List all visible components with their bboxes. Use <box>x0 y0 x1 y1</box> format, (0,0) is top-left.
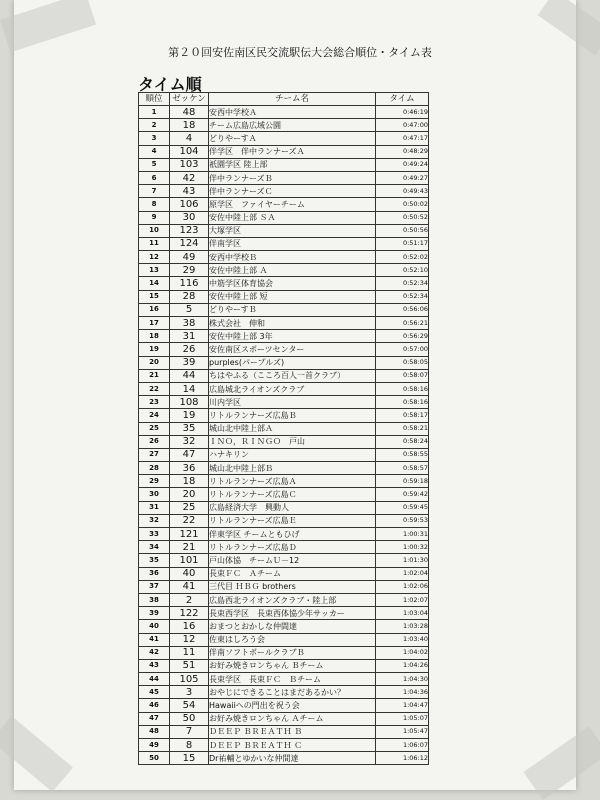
team-cell: 原学区 ファイヤーチーム <box>209 198 376 211</box>
team-cell: 城山北中陸上部Ｂ <box>209 462 376 475</box>
bib-cell: 12 <box>170 633 209 646</box>
rank-cell: 44 <box>139 673 170 686</box>
bib-cell: 35 <box>170 422 209 435</box>
time-cell: 0:48:29 <box>376 145 429 158</box>
rank-cell: 22 <box>139 382 170 395</box>
table-row <box>139 501 429 514</box>
rank-cell: 27 <box>139 448 170 461</box>
rank-cell: 42 <box>139 646 170 659</box>
team-cell: 広島西北ライオンズクラブ・陸上部 <box>209 593 376 606</box>
bib-cell: 30 <box>170 211 209 224</box>
team-cell: 広島経済大学 興動人 <box>209 501 376 514</box>
bib-cell: 103 <box>170 158 209 171</box>
table-row <box>139 224 429 237</box>
rank-cell: 13 <box>139 264 170 277</box>
table-row <box>139 488 429 501</box>
rank-cell: 19 <box>139 343 170 356</box>
time-cell: 0:47:17 <box>376 132 429 145</box>
time-cell: 0:58:55 <box>376 448 429 461</box>
rank-cell: 24 <box>139 409 170 422</box>
team-cell: 伴南ソフトボールクラブＢ <box>209 646 376 659</box>
time-cell: 0:50:56 <box>376 224 429 237</box>
table-row <box>139 607 429 620</box>
time-cell: 1:02:07 <box>376 593 429 606</box>
bib-cell: 116 <box>170 277 209 290</box>
team-cell: 長束西学区 長束西体協少年サッカー <box>209 607 376 620</box>
bib-cell: 106 <box>170 198 209 211</box>
rank-cell: 10 <box>139 224 170 237</box>
team-cell: 戸山体協 チームＵ－12 <box>209 554 376 567</box>
bib-cell: 44 <box>170 369 209 382</box>
table-row <box>139 132 429 145</box>
bib-cell: 42 <box>170 171 209 184</box>
table-row <box>139 264 429 277</box>
table-row <box>139 686 429 699</box>
bib-cell: 124 <box>170 237 209 250</box>
time-cell: 0:56:06 <box>376 303 429 316</box>
rank-cell: 47 <box>139 712 170 725</box>
time-cell: 1:03:40 <box>376 633 429 646</box>
rank-cell: 49 <box>139 739 170 752</box>
team-cell: 安西中学校Ｂ <box>209 251 376 264</box>
bib-cell: 11 <box>170 646 209 659</box>
time-cell: 0:58:07 <box>376 369 429 382</box>
bib-cell: 105 <box>170 673 209 686</box>
time-cell: 0:59:42 <box>376 488 429 501</box>
table-row <box>139 448 429 461</box>
time-cell: 1:00:31 <box>376 528 429 541</box>
rank-cell: 37 <box>139 580 170 593</box>
bib-cell: 48 <box>170 106 209 119</box>
table-row <box>139 752 429 765</box>
team-cell: ＤＥＥＰ ＢＲＥＡＴＨ Ｃ <box>209 739 376 752</box>
time-cell: 0:50:52 <box>376 211 429 224</box>
bib-cell: 7 <box>170 725 209 738</box>
bib-cell: 18 <box>170 475 209 488</box>
table-row <box>139 554 429 567</box>
team-cell: 城山北中陸上部Ａ <box>209 422 376 435</box>
table-row <box>139 528 429 541</box>
header-team: チーム名 <box>209 93 376 106</box>
team-cell: 安西中学校Ａ <box>209 106 376 119</box>
bib-cell: 122 <box>170 607 209 620</box>
time-cell: 0:57:00 <box>376 343 429 356</box>
rank-cell: 21 <box>139 369 170 382</box>
rank-cell: 45 <box>139 686 170 699</box>
time-cell: 0:49:27 <box>376 171 429 184</box>
rank-cell: 9 <box>139 211 170 224</box>
bib-cell: 16 <box>170 620 209 633</box>
team-cell: 株式会社 伸和 <box>209 317 376 330</box>
bib-cell: 3 <box>170 686 209 699</box>
team-cell: どりやーすＡ <box>209 132 376 145</box>
bib-cell: 28 <box>170 290 209 303</box>
time-cell: 0:50:02 <box>376 198 429 211</box>
time-cell: 1:04:30 <box>376 673 429 686</box>
bib-cell: 25 <box>170 501 209 514</box>
team-cell: ちはやふる（こころ百人一首クラブ） <box>209 369 376 382</box>
table-row <box>139 409 429 422</box>
table-row <box>139 382 429 395</box>
table-row <box>139 514 429 527</box>
bib-cell: 54 <box>170 699 209 712</box>
rank-cell: 20 <box>139 356 170 369</box>
bib-cell: 22 <box>170 514 209 527</box>
rank-cell: 32 <box>139 514 170 527</box>
table-row <box>139 462 429 475</box>
time-cell: 0:58:21 <box>376 422 429 435</box>
bib-cell: 108 <box>170 396 209 409</box>
table-row <box>139 303 429 316</box>
bib-cell: 29 <box>170 264 209 277</box>
team-cell: 伴中ランナーズＣ <box>209 185 376 198</box>
team-cell: 安佐中陸上部 ＳＡ <box>209 211 376 224</box>
table-row <box>139 343 429 356</box>
team-cell: 広島城北ライオンズクラブ <box>209 382 376 395</box>
rank-cell: 35 <box>139 554 170 567</box>
time-cell: 1:00:32 <box>376 541 429 554</box>
header-bib: ゼッケン <box>170 93 209 106</box>
table-row <box>139 673 429 686</box>
team-cell: 伴東学区 チームともひげ <box>209 528 376 541</box>
team-cell: ＩＮＯ，ＲＩＮＧＯ 戸山 <box>209 435 376 448</box>
time-cell: 1:05:47 <box>376 725 429 738</box>
bib-cell: 36 <box>170 462 209 475</box>
table-row <box>139 158 429 171</box>
time-cell: 1:05:07 <box>376 712 429 725</box>
table-row <box>139 435 429 448</box>
team-cell: 川内学区 <box>209 396 376 409</box>
team-cell: 伴南学区 <box>209 237 376 250</box>
team-cell: 伴中ランナーズＢ <box>209 171 376 184</box>
table-row <box>139 580 429 593</box>
team-cell: お好み焼きロンちゃん Ａチーム <box>209 712 376 725</box>
table-row <box>139 699 429 712</box>
bib-cell: 4 <box>170 132 209 145</box>
rank-cell: 28 <box>139 462 170 475</box>
bib-cell: 39 <box>170 356 209 369</box>
table-row <box>139 633 429 646</box>
team-cell: 中筋学区体育協会 <box>209 277 376 290</box>
table-row <box>139 198 429 211</box>
table-row <box>139 369 429 382</box>
bib-cell: 5 <box>170 303 209 316</box>
rank-cell: 46 <box>139 699 170 712</box>
team-cell: 長束ＦＣ Ａチーム <box>209 567 376 580</box>
team-cell: 安佐中陸上部 Ａ <box>209 264 376 277</box>
time-cell: 0:58:17 <box>376 409 429 422</box>
rank-cell: 41 <box>139 633 170 646</box>
table-row <box>139 237 429 250</box>
document-title: 第２０回安佐南区民交流駅伝大会総合順位・タイム表 <box>168 46 432 59</box>
table-row <box>139 541 429 554</box>
team-cell: 佐東はしろう会 <box>209 633 376 646</box>
header-row <box>139 93 429 106</box>
table-row <box>139 646 429 659</box>
time-cell: 1:03:04 <box>376 607 429 620</box>
table-row <box>139 739 429 752</box>
table-row <box>139 277 429 290</box>
bib-cell: 104 <box>170 145 209 158</box>
rank-cell: 39 <box>139 607 170 620</box>
rank-cell: 25 <box>139 422 170 435</box>
team-cell: リトルランナーズ広島Ａ <box>209 475 376 488</box>
time-cell: 0:58:05 <box>376 356 429 369</box>
team-cell: リトルランナーズ広島Ｄ <box>209 541 376 554</box>
table-row <box>139 712 429 725</box>
rank-cell: 8 <box>139 198 170 211</box>
rank-cell: 14 <box>139 277 170 290</box>
team-cell: どりやーすＢ <box>209 303 376 316</box>
bib-cell: 18 <box>170 119 209 132</box>
time-cell: 0:49:24 <box>376 158 429 171</box>
team-cell: おやじにできることはまだあるかい？ <box>209 686 376 699</box>
rank-cell: 5 <box>139 158 170 171</box>
rank-cell: 36 <box>139 567 170 580</box>
time-cell: 0:52:10 <box>376 264 429 277</box>
time-cell: 0:58:24 <box>376 435 429 448</box>
table-row <box>139 356 429 369</box>
rank-cell: 34 <box>139 541 170 554</box>
bib-cell: 26 <box>170 343 209 356</box>
header-rank: 順位 <box>139 93 170 106</box>
time-cell: 1:04:26 <box>376 659 429 672</box>
bib-cell: 51 <box>170 659 209 672</box>
table-row <box>139 106 429 119</box>
time-cell: 0:59:45 <box>376 501 429 514</box>
team-cell: 三代目 ＨＢＧ brothers <box>209 580 376 593</box>
table-row <box>139 290 429 303</box>
team-cell: 大塚学区 <box>209 224 376 237</box>
table-row <box>139 185 429 198</box>
rank-cell: 17 <box>139 317 170 330</box>
team-cell: リトルランナーズ広島Ｂ <box>209 409 376 422</box>
rank-cell: 40 <box>139 620 170 633</box>
bib-cell: 19 <box>170 409 209 422</box>
team-cell: リトルランナーズ広島Ｃ <box>209 488 376 501</box>
table-row <box>139 396 429 409</box>
table-row <box>139 567 429 580</box>
rank-cell: 31 <box>139 501 170 514</box>
results-body <box>139 106 429 765</box>
time-cell: 0:52:34 <box>376 277 429 290</box>
table-row <box>139 171 429 184</box>
time-cell: 0:47:00 <box>376 119 429 132</box>
time-cell: 0:59:18 <box>376 475 429 488</box>
bib-cell: 32 <box>170 435 209 448</box>
time-cell: 0:52:34 <box>376 290 429 303</box>
rank-cell: 7 <box>139 185 170 198</box>
bib-cell: 40 <box>170 567 209 580</box>
rank-cell: 30 <box>139 488 170 501</box>
table-row <box>139 119 429 132</box>
rank-cell: 33 <box>139 528 170 541</box>
table-row <box>139 330 429 343</box>
table-row <box>139 211 429 224</box>
time-cell: 1:06:12 <box>376 752 429 765</box>
rank-cell: 38 <box>139 593 170 606</box>
time-cell: 0:56:29 <box>376 330 429 343</box>
rank-cell: 2 <box>139 119 170 132</box>
team-cell: リトルランナーズ広島Ｅ <box>209 514 376 527</box>
team-cell: おまつとおかしな仲間達 <box>209 620 376 633</box>
time-cell: 1:06:07 <box>376 739 429 752</box>
rank-cell: 18 <box>139 330 170 343</box>
bib-cell: 121 <box>170 528 209 541</box>
time-cell: 0:52:02 <box>376 251 429 264</box>
rank-cell: 43 <box>139 659 170 672</box>
rank-cell: 6 <box>139 171 170 184</box>
rank-cell: 15 <box>139 290 170 303</box>
team-cell: 安佐中陸上部 短 <box>209 290 376 303</box>
rank-cell: 16 <box>139 303 170 316</box>
bib-cell: 15 <box>170 752 209 765</box>
time-cell: 1:01:30 <box>376 554 429 567</box>
rank-cell: 12 <box>139 251 170 264</box>
bib-cell: 31 <box>170 330 209 343</box>
table-row <box>139 593 429 606</box>
time-cell: 0:46:19 <box>376 106 429 119</box>
rank-cell: 48 <box>139 725 170 738</box>
time-cell: 0:56:21 <box>376 317 429 330</box>
rank-cell: 23 <box>139 396 170 409</box>
time-cell: 0:58:16 <box>376 382 429 395</box>
rank-cell: 1 <box>139 106 170 119</box>
rank-cell: 26 <box>139 435 170 448</box>
team-cell: ハナキリン <box>209 448 376 461</box>
table-row <box>139 659 429 672</box>
time-cell: 0:51:17 <box>376 237 429 250</box>
header-time: タイム <box>376 93 429 106</box>
team-cell: Dr祐輔とゆかいな仲間達 <box>209 752 376 765</box>
bib-cell: 2 <box>170 593 209 606</box>
time-cell: 1:03:28 <box>376 620 429 633</box>
time-cell: 0:59:53 <box>376 514 429 527</box>
time-cell: 0:58:57 <box>376 462 429 475</box>
team-cell: 長束学区 長束ＦＣ Ｂチーム <box>209 673 376 686</box>
bib-cell: 49 <box>170 251 209 264</box>
bib-cell: 14 <box>170 382 209 395</box>
time-cell: 1:04:36 <box>376 686 429 699</box>
table-row <box>139 620 429 633</box>
bib-cell: 123 <box>170 224 209 237</box>
bib-cell: 50 <box>170 712 209 725</box>
team-cell: 安佐中陸上部 3年 <box>209 330 376 343</box>
rank-cell: 11 <box>139 237 170 250</box>
section-title: タイム順 <box>138 75 202 94</box>
time-cell: 1:02:06 <box>376 580 429 593</box>
time-cell: 0:58:16 <box>376 396 429 409</box>
time-cell: 1:04:47 <box>376 699 429 712</box>
time-cell: 1:02:04 <box>376 567 429 580</box>
rank-cell: 4 <box>139 145 170 158</box>
results-table <box>138 92 429 765</box>
bib-cell: 43 <box>170 185 209 198</box>
table-row <box>139 317 429 330</box>
table-row <box>139 251 429 264</box>
team-cell: お好み焼きロンちゃん Ｂチーム <box>209 659 376 672</box>
team-cell: チーム広島広域公園 <box>209 119 376 132</box>
rank-cell: 50 <box>139 752 170 765</box>
team-cell: ＤＥＥＰ ＢＲＥＡＴＨ Ｂ <box>209 725 376 738</box>
rank-cell: 29 <box>139 475 170 488</box>
team-cell: 安佐南区スポーツセンター <box>209 343 376 356</box>
team-cell: 祇園学区 陸上部 <box>209 158 376 171</box>
table-row <box>139 725 429 738</box>
rank-cell: 3 <box>139 132 170 145</box>
time-cell: 1:04:02 <box>376 646 429 659</box>
bib-cell: 38 <box>170 317 209 330</box>
table-row <box>139 145 429 158</box>
bib-cell: 8 <box>170 739 209 752</box>
bib-cell: 101 <box>170 554 209 567</box>
table-row <box>139 422 429 435</box>
time-cell: 0:49:43 <box>376 185 429 198</box>
team-cell: purples(パープルズ) <box>209 356 376 369</box>
bib-cell: 47 <box>170 448 209 461</box>
team-cell: 伴学区 伴中ランナーズＡ <box>209 145 376 158</box>
table-row <box>139 475 429 488</box>
bib-cell: 20 <box>170 488 209 501</box>
bib-cell: 21 <box>170 541 209 554</box>
team-cell: Hawaiiへの門出を祝う会 <box>209 699 376 712</box>
bib-cell: 41 <box>170 580 209 593</box>
